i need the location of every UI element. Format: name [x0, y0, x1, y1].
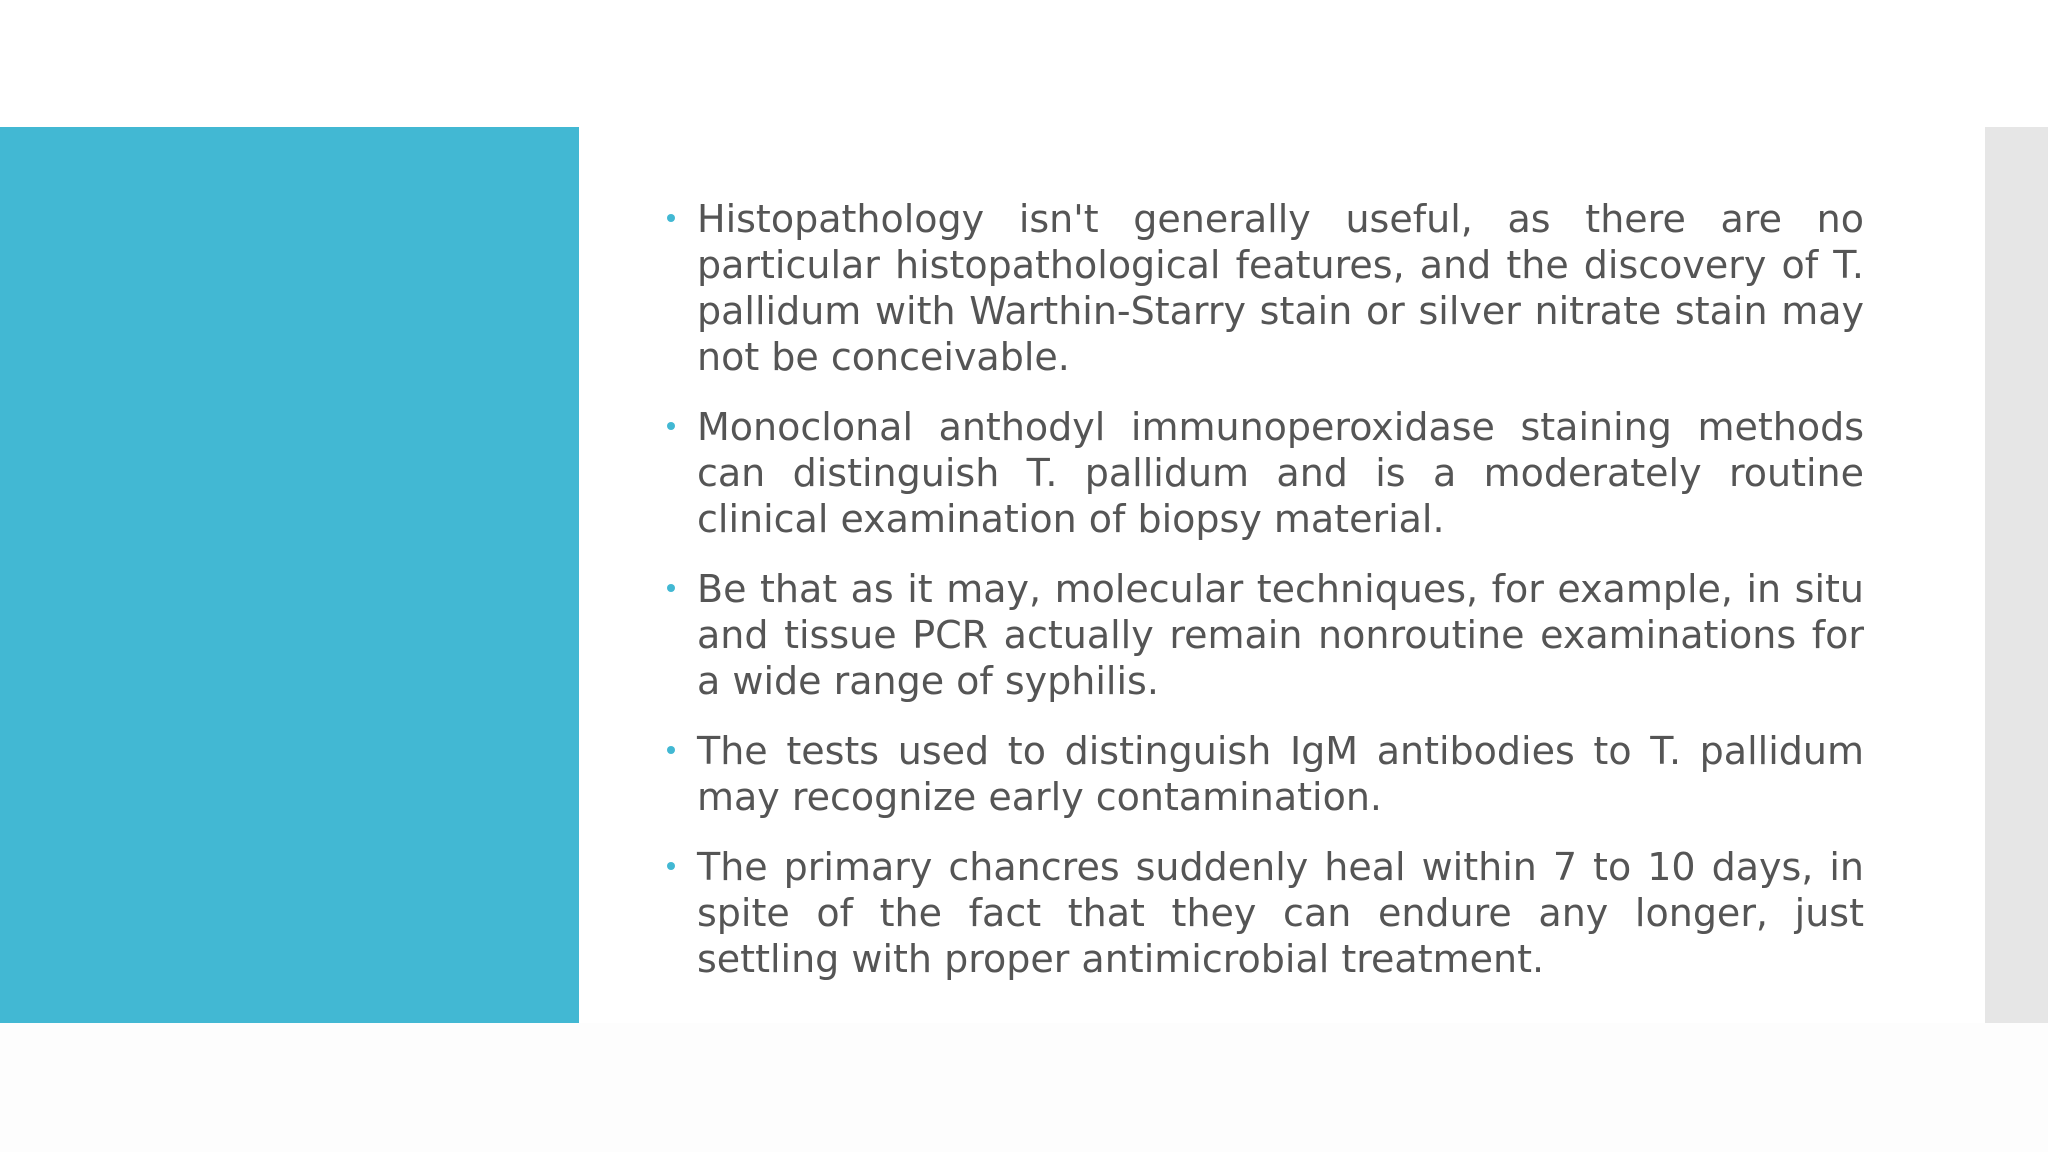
bullet-dot-icon — [667, 214, 675, 222]
right-side-strip — [1985, 127, 2048, 1023]
bottom-band — [0, 1023, 2048, 1152]
accent-color-block — [0, 127, 579, 1023]
bullet-item — [662, 404, 1864, 542]
slide-content — [662, 196, 1864, 1006]
bullet-dot-icon — [667, 422, 675, 430]
bullet-dot-icon — [667, 584, 675, 592]
bullet-text: The primary chancres suddenly heal within 7 to 10 days, in spite of the fact that they can endure any longer, just settling with proper antimicrobial treatment. — [697, 845, 1864, 981]
bullet-text: Monoclonal anthodyl immunoperoxidase staining methods can distinguish T. pallidum and is a moderately routine clinical examination of biopsy material. — [697, 405, 1864, 541]
bullet-item — [662, 566, 1864, 704]
bullet-item — [662, 728, 1864, 820]
bullet-dot-icon — [667, 862, 675, 870]
bullet-list — [662, 196, 1864, 982]
bullet-item — [662, 844, 1864, 982]
bullet-dot-icon — [667, 746, 675, 754]
bullet-item — [662, 196, 1864, 380]
bullet-text: Histopathology isn't generally useful, as there are no particular histopathological features, and the discovery of T. pallidum with Warthin-Starry stain or silver nitrate stain may not be conceivable. — [697, 197, 1864, 379]
bullet-text: Be that as it may, molecular techniques, for example, in situ and tissue PCR actually remain nonroutine examinations for a wide range of syphilis. — [697, 567, 1864, 703]
bullet-text: The tests used to distinguish IgM antibodies to T. pallidum may recognize early contamination. — [697, 729, 1864, 819]
